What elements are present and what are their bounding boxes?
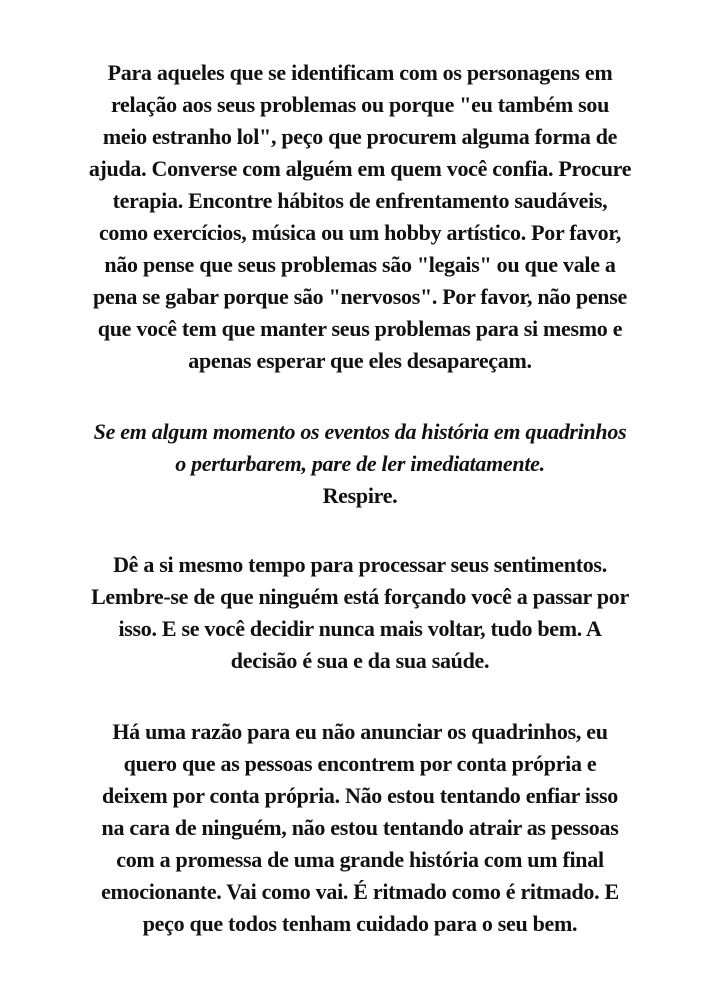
text-line: Respire. [322,483,398,508]
text-line: meio estranho lol", peço que procurem alguma forma de [102,124,618,149]
text-line: como exercícios, música ou um hobby artístico. Por favor, [98,220,622,245]
text-line: decisão é sua e da sua saúde. [230,648,490,673]
paragraph-give-yourself-time [0,549,720,677]
text-line: emocionante. Vai como vai. É ritmado como é ritmado. E [101,879,619,904]
text-line: relação aos seus problemas ou porque "eu também sou [110,92,610,117]
text-line: quero que as pessoas encontrem por conta própria e [123,751,597,776]
paragraph-warning [0,416,720,480]
text-line: Lembre-se de que ninguém está forçando você a passar por [91,584,629,609]
text-line: não pense que seus problemas são "legais" ou que vale a [104,252,616,277]
paragraph-seek-help [0,57,720,377]
document-body [0,57,720,940]
text-line: apenas esperar que eles desapareçam. [188,348,532,373]
text-line: peço que todos tenham cuidado para o seu bem. [142,911,578,936]
paragraph-reason [0,716,720,940]
paragraph-breathe [0,480,720,512]
text-line: deixem por conta própria. Não estou tentando enfiar isso [102,783,618,808]
text-line: o perturbarem, pare de ler imediatamente. [175,451,545,476]
text-line: terapia. Encontre hábitos de enfrentamento saudáveis, [112,188,608,213]
text-line: que você tem que manter seus problemas para si mesmo e [97,316,623,341]
text-line: Para aqueles que se identificam com os personagens em [107,60,613,85]
text-line: Dê a si mesmo tempo para processar seus sentimentos. [113,552,607,577]
text-line: pena se gabar porque são "nervosos". Por favor, não pense [93,284,627,309]
text-line: isso. E se você decidir nunca mais voltar, tudo bem. A [118,616,602,641]
text-line: com a promessa de uma grande história com um final [116,847,604,872]
text-line: Há uma razão para eu não anunciar os quadrinhos, eu [112,719,608,744]
text-line: na cara de ninguém, não estou tentando atrair as pessoas [101,815,619,840]
text-line: ajuda. Converse com alguém em quem você confia. Procure [88,156,632,181]
text-line: Se em algum momento os eventos da história em quadrinhos [93,419,627,444]
